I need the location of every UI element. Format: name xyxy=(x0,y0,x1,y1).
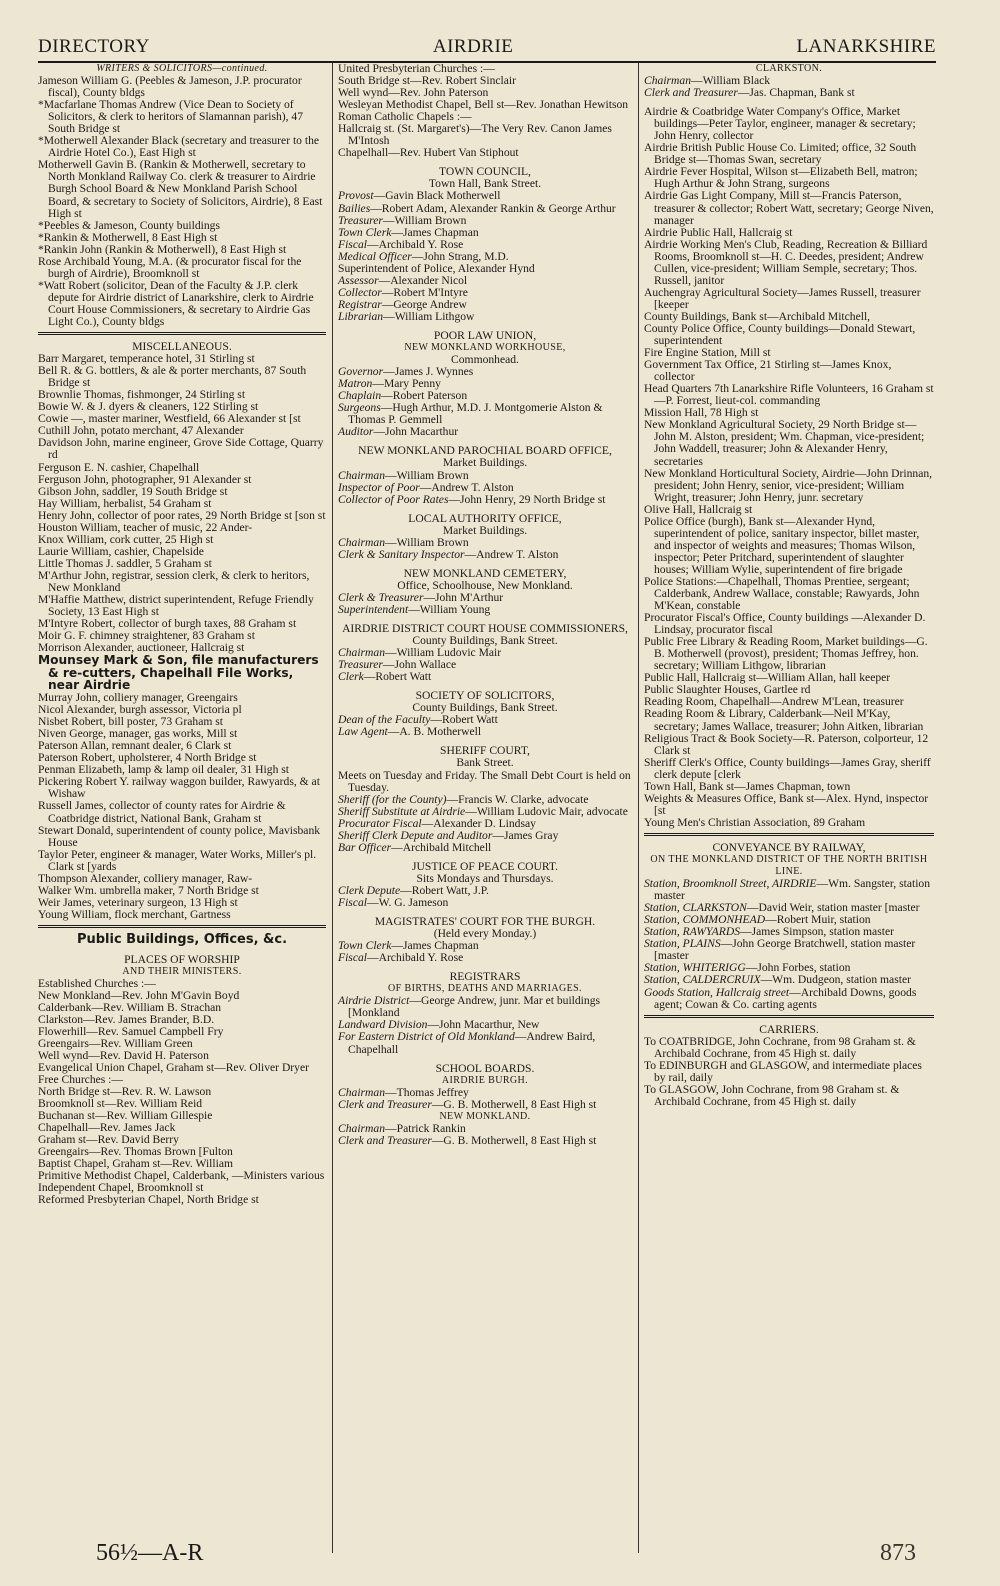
section-subtitle: Town Hall, Bank Street. xyxy=(428,177,542,191)
section-rule xyxy=(644,833,934,836)
directory-entry: Ferguson John, photographer, 91 Alexander st xyxy=(38,472,252,486)
section-subtitle: County Buildings, Bank Street. xyxy=(412,634,558,648)
directory-entry: M'Arthur John, registrar, session clerk, & clerk to heritors, New Monkland xyxy=(38,568,310,594)
directory-entry: Governor—James J. Wynnes xyxy=(338,365,474,379)
directory-entry: Russell James, collector of county rates for Airdrie & Coatbridge district, National Bank, Graham st xyxy=(38,799,286,825)
directory-entry: Gibson John, saddler, 19 South Bridge st xyxy=(38,484,228,498)
directory-entry: M'Intyre Robert, collector of burgh taxes, 88 Graham st xyxy=(38,617,297,631)
worship-list xyxy=(38,978,326,1207)
section-title: POOR LAW UNION, xyxy=(433,328,537,342)
directory-entry: Clerk and Treasurer—G. B. Motherwell, 8 East High st xyxy=(338,1097,597,1111)
section-title: Public Buildings, Offices, &c. xyxy=(76,931,288,947)
directory-entry: Mission Hall, 78 High st xyxy=(644,406,759,420)
directory-entry: Ferguson E. N. cashier, Chapelhall xyxy=(38,460,200,474)
directory-entry: Chairman—William Black xyxy=(644,74,771,88)
directory-entry: M'Haffie Matthew, district superintendent, Refuge Friendly Society, 13 East High st xyxy=(38,593,314,619)
directory-entry: Procurator Fiscal's Office, County buildings —Alexander D. Lindsay, procurator fiscal xyxy=(644,611,926,637)
directory-entry: Reading Room, Chapelhall—Andrew M'Lean, treasurer xyxy=(644,695,904,709)
sheriff-list xyxy=(338,770,632,854)
directory-entry: Clerk & Sanitary Inspector—Andrew T. Alston xyxy=(338,547,559,561)
directory-entry: Surgeons—Hugh Arthur, M.D. J. Montgomerie Alston & Thomas P. Gemmell xyxy=(338,401,603,427)
directory-entry: Matron—Mary Penny xyxy=(338,377,441,391)
directory-entry: South Bridge st—Rev. Robert Sinclair xyxy=(338,74,516,88)
section-title: TOWN COUNCIL, xyxy=(439,165,531,179)
directory-entry: Landward Division—John Macarthur, New xyxy=(338,1018,540,1032)
directory-entry: Police Office (burgh), Bank st—Alexander Hynd, superintendent of police, sanitary inspector, billet master, and inspector of weights and measures; Thomas Wilson, inspector; Peter Pritchard, superintendent of slaughter houses; William Wylie, superintendent of fire brigade xyxy=(644,514,920,576)
directory-entry: Primitive Methodist Chapel, Calderbank, —Ministers various xyxy=(38,1169,325,1183)
directory-entry: Brownlie Thomas, fishmonger, 24 Stirling st xyxy=(38,388,246,402)
directory-entry: North Bridge st—Rev. R. W. Lawson xyxy=(38,1085,212,1099)
directory-entry: Chapelhall—Rev. James Jack xyxy=(38,1121,176,1135)
directory-entry: Station, PLAINS—John George Bratchwell, station master [master xyxy=(644,937,916,963)
directory-entry: Station, WHITERIGG—John Forbes, station xyxy=(644,961,851,975)
directory-entry: Auditor—John Macarthur xyxy=(338,425,459,439)
directory-entry: Town Hall, Bank st—James Chapman, town xyxy=(644,779,851,793)
directory-entry: Nicol Alexander, burgh assessor, Victoria pl xyxy=(38,703,242,717)
directory-entry: United Presbyterian Churches :— xyxy=(338,62,495,75)
directory-entry: Little Thomas J. saddler, 5 Graham st xyxy=(38,556,212,570)
directory-entry: Chapelhall—Rev. Hubert Van Stiphout xyxy=(338,146,519,160)
directory-entry: Airdrie Gas Light Company, Mill st—Francis Paterson, treasurer & collector; Robert Watt, secretary; George Niven, manager xyxy=(644,189,934,227)
directory-entry: Jameson William G. (Peebles & Jameson, J.P. procurator fiscal), County bldgs xyxy=(38,74,302,100)
directory-entry: Reading Room & Library, Calderbank—Neil M'Kay, secretary; James Wallace, treasurer; John Aitken, librarian xyxy=(644,707,924,733)
directory-entry: Bowie W. & J. dyers & cleaners, 122 Stirling st xyxy=(38,400,259,414)
directory-entry: Treasurer—William Brown xyxy=(338,213,467,227)
section-title: CLARKSTON. xyxy=(755,63,823,74)
directory-entry: Motherwell Gavin B. (Rankin & Motherwell, secretary to North Monkland Railway Co. clerk & treasurer to Airdrie Burgh School Board & New Monkland Parish School Board, & secretary to Society of Solicitors, Airdrie), 8 East High st xyxy=(38,158,323,220)
directory-entry: Town Clerk—James Chapman xyxy=(338,225,479,239)
column-divider xyxy=(332,63,333,1553)
page-header xyxy=(38,36,936,58)
directory-entry: Weir James, veterinary surgeon, 13 High st xyxy=(38,895,238,909)
footer-signature: 56½—A-R xyxy=(96,1540,204,1566)
directory-entry: Laurie William, cashier, Chapelside xyxy=(38,544,204,558)
directory-entry: Treasurer—John Wallace xyxy=(338,658,457,672)
directory-entry: Clerk Depute—Robert Watt, J.P. xyxy=(338,883,489,897)
directory-entry: To GLASGOW, John Cochrane, from 98 Graham st. & Archibald Cochrane, from 45 High st. daily xyxy=(644,1082,900,1108)
directory-entry: *Rankin John (Rankin & Motherwell), 8 East High st xyxy=(38,242,287,256)
directory-entry: Airdrie Public Hall, Hallcraig st xyxy=(644,225,793,239)
directory-entry: Wesleyan Methodist Chapel, Bell st—Rev. Jonathan Hewitson xyxy=(338,98,629,112)
public-offices-list xyxy=(644,106,934,829)
directory-entry: Buchanan st—Rev. William Gillespie xyxy=(38,1109,213,1123)
directory-entry: To COATBRIDGE, John Cochrane, from 98 Graham st. & Archibald Cochrane, from 45 High st. daily xyxy=(644,1034,916,1060)
directory-entry: Fiscal—Archibald Y. Rose xyxy=(338,237,464,251)
section-subtitle: (Held every Monday.) xyxy=(433,927,537,941)
section-subtitle: Office, Schoolhouse, New Monkland. xyxy=(397,578,573,592)
directory-entry: Walker Wm. umbrella maker, 7 North Bridge st xyxy=(38,883,259,897)
section-title: CONVEYANCE BY RAILWAY, xyxy=(712,840,866,854)
section-subtitle: Sits Mondays and Thursdays. xyxy=(416,871,554,885)
directory-entry: Sheriff (for the County)—Francis W. Clarke, advocate xyxy=(338,792,589,806)
registrars-list xyxy=(338,995,632,1055)
directory-entry: Fiscal—Archibald Y. Rose xyxy=(338,951,464,965)
directory-entry: Chairman—William Ludovic Mair xyxy=(338,646,502,660)
directory-entry: Baptist Chapel, Graham st—Rev. William xyxy=(38,1157,233,1171)
column-divider xyxy=(638,63,639,1553)
directory-entry: Goods Station, Hallcraig street—Archibald Downs, goods agent; Cowan & Co. carting agents xyxy=(644,985,917,1011)
directory-entry: Young Men's Christian Association, 89 Graham xyxy=(644,815,866,829)
directory-entry: Town Clerk—James Chapman xyxy=(338,939,479,953)
directory-entry: Inspector of Poor—Andrew T. Alston xyxy=(338,480,514,494)
directory-entry: Police Stations:—Chapelhall, Thomas Prentiee, sergeant; Calderbank, Andrew Wallace, constable; Rawyards, John M'Kean, constable xyxy=(644,574,920,613)
directory-entry: *Macfarlane Thomas Andrew (Vice Dean to Society of Solicitors, & clerk to heritors of Slamannan parish), 47 South Bridge st xyxy=(38,98,304,136)
directory-entry: Clerk and Treasurer—Jas. Chapman, Bank st xyxy=(644,86,855,100)
section-subtitle: Commonhead. xyxy=(451,353,519,367)
directory-entry: Evangelical Union Chapel, Graham st—Rev. Oliver Dryer xyxy=(38,1060,309,1074)
society-list xyxy=(338,714,632,738)
directory-entry: Well wynd—Rev. John Paterson xyxy=(338,86,489,100)
section-title: WRITERS & SOLICITORS—continued. xyxy=(96,63,268,74)
directory-entry: County Police Office, County buildings—Donald Stewart, superintendent xyxy=(644,321,916,348)
magistrates-list xyxy=(338,940,632,964)
directory-entry: Public Free Library & Reading Room, Market buildings—G. B. Motherwell (provost), president; Thomas Jeffrey, hon. secretary; William Lithgow, librarian xyxy=(644,635,928,673)
section-title: NEW MONKLAND PAROCHIAL BOARD OFFICE, xyxy=(358,444,612,458)
directory-entry: Roman Catholic Chapels :— xyxy=(338,110,472,124)
directory-entry: Reformed Presbyterian Chapel, North Bridge st xyxy=(38,1193,259,1207)
directory-entry: Chairman—Patrick Rankin xyxy=(338,1121,466,1135)
directory-entry: To EDINBURGH and GLASGOW, and intermediate places by rail, daily xyxy=(644,1058,922,1084)
directory-entry: Free Churches :— xyxy=(38,1072,124,1086)
directory-entry: Procurator Fiscal—Alexander D. Lindsay xyxy=(338,816,536,830)
directory-entry: Fire Engine Station, Mill st xyxy=(644,346,771,360)
section-title: SHERIFF COURT, xyxy=(440,744,530,758)
directory-entry: Independent Chapel, Broomknoll st xyxy=(38,1181,204,1195)
directory-entry: Niven George, manager, gas works, Mill st xyxy=(38,727,238,741)
section-subtitle: Bank Street. xyxy=(456,756,514,770)
section-title: AIRDRIE DISTRICT COURT HOUSE COMMISSIONERS, xyxy=(342,622,628,636)
directory-entry: Greengairs—Rev. William Green xyxy=(38,1036,193,1050)
directory-entry: Medical Officer—John Strang, M.D. xyxy=(338,249,509,263)
clarkston-list xyxy=(644,75,934,99)
directory-entry: Calderbank—Rev. William B. Strachan xyxy=(38,1000,222,1014)
section-title: REGISTRARS xyxy=(449,970,521,984)
page-number: 873 xyxy=(880,1540,916,1566)
section-subtitle: Market Buildings. xyxy=(442,523,528,537)
directory-entry: Airdrie Fever Hospital, Wilson st—Elizabeth Bell, matron; Hugh Arthur & John Strang, surgeons xyxy=(644,165,918,191)
directory-entry: Hallcraig st. (St. Margaret's)—The Very Rev. Canon James M'Intosh xyxy=(338,122,612,148)
poor-list xyxy=(338,366,632,438)
section-subtitle: OF BIRTHS, DEATHS AND MARRIAGES. xyxy=(388,983,582,995)
section-title: MISCELLANEOUS. xyxy=(132,340,232,354)
directory-entry: Hay William, herbalist, 54 Graham st xyxy=(38,496,212,510)
directory-entry: Religious Tract & Book Society—R. Paterson, colporteur, 12 Clark st xyxy=(644,731,929,757)
directory-entry: Paterson Robert, upholsterer, 4 North Bridge st xyxy=(38,751,257,765)
carriers-list xyxy=(644,1036,934,1108)
section-subtitle: NEW MONKLAND WORKHOUSE, xyxy=(404,342,566,354)
directory-entry: Fiscal—W. G. Jameson xyxy=(338,896,449,909)
directory-entry: Stewart Donald, superintendent of county police, Mavisbank House xyxy=(38,823,321,849)
directory-entry: Public Hall, Hallcraig st—William Allan, hall keeper xyxy=(644,671,891,685)
directory-entry: Cuthill John, potato merchant, 47 Alexander xyxy=(38,424,244,438)
directory-entry: Greengairs—Rev. Thomas Brown [Fulton xyxy=(38,1145,233,1159)
section-subtitle: Market Buildings. xyxy=(442,456,528,470)
section-title: LOCAL AUTHORITY OFFICE, xyxy=(408,511,562,525)
school-list-monkland xyxy=(338,1123,632,1147)
directory-entry: Chairman—William Brown xyxy=(338,468,469,482)
section-rule xyxy=(644,1015,934,1018)
directory-entry: Airdrie Working Men's Club, Reading, Recreation & Billiard Rooms, Broomknoll st—H. C. Deedes, president; Andrew Cullen, vice-president; William Semple, secretary; Thos. Russell, janitor xyxy=(644,237,928,287)
directory-entry: Assessor—Alexander Nicol xyxy=(338,273,468,287)
section-title: NEW MONKLAND CEMETERY, xyxy=(403,566,567,580)
misc-list xyxy=(38,353,326,654)
directory-entry: Chaplain—Robert Paterson xyxy=(338,389,468,403)
directory-entry: Broomknoll st—Rev. William Reid xyxy=(38,1097,203,1111)
directory-entry: Station, COMMONHEAD—Robert Muir, station xyxy=(644,913,871,927)
directory-entry: Nisbet Robert, bill poster, 73 Graham st xyxy=(38,715,224,729)
directory-entry: Murray John, colliery manager, Greengairs xyxy=(38,691,238,705)
header-left: DIRECTORY xyxy=(38,36,150,57)
directory-entry: Chairman—William Brown xyxy=(338,535,469,549)
directory-entry: Olive Hall, Hallcraig st xyxy=(644,502,753,516)
directory-entry: Dean of the Faculty—Robert Watt xyxy=(338,713,498,727)
directory-entry: Public Slaughter Houses, Gartlee rd xyxy=(644,683,811,697)
directory-entry: Weights & Measures Office, Bank st—Alex. Hynd, inspector [st xyxy=(644,791,929,817)
directory-entry: Airdrie British Public House Co. Limited; office, 32 South Bridge st—Thomas Swan, secretary xyxy=(644,141,917,167)
directory-entry: Bell R. & G. bottlers, & ale & porter merchants, 87 South Bridge st xyxy=(38,364,307,390)
directory-entry: Penman Elizabeth, lamp & lamp oil dealer, 31 High st xyxy=(38,763,289,777)
directory-entry: *Peebles & Jameson, County buildings xyxy=(38,218,220,232)
directory-entry: Paterson Allan, remnant dealer, 6 Clark st xyxy=(38,739,232,753)
directory-entry: New Monkland Horticultural Society, Airdrie—John Drinnan, president; John Henry, senior, vice-president; William Wright, treasurer; John Henry, junr. secretary xyxy=(644,466,933,504)
directory-entry: Flowerhill—Rev. Samuel Campbell Fry xyxy=(38,1024,224,1038)
cemetery-list xyxy=(338,592,632,616)
directory-entry: Registrar—George Andrew xyxy=(338,297,467,311)
section-subtitle: AND THEIR MINISTERS. xyxy=(122,965,242,977)
directory-entry: Station, CALDERCRUIX—Wm. Dudgeon, station master xyxy=(644,973,911,987)
council-list xyxy=(338,190,632,323)
section-title: JUSTICE OF PEACE COURT. xyxy=(412,859,558,873)
directory-entry: Government Tax Office, 21 Stirling st—James Knox, collector xyxy=(644,358,892,384)
directory-entry: For Eastern District of Old Monkland—Andrew Baird, Chapelhall xyxy=(338,1030,596,1056)
directory-entry: Well wynd—Rev. David H. Paterson xyxy=(38,1048,209,1062)
directory-entry: Librarian—William Lithgow xyxy=(338,309,475,323)
directory-entry: Clerk—Robert Watt xyxy=(338,670,432,684)
railway-list xyxy=(644,878,934,1011)
directory-entry: Collector of Poor Rates—John Henry, 29 North Bridge st xyxy=(338,492,606,506)
column-1 xyxy=(38,63,326,1207)
advert-entry: Mounsey Mark & Son, file manufacturers & re-cutters, Chapelhall File Works, near Airdrie xyxy=(38,653,319,693)
section-rule xyxy=(38,332,326,335)
column-2 xyxy=(338,63,632,1147)
directory-entry: Davidson John, marine engineer, Grove Side Cottage, Quarry rd xyxy=(38,436,324,462)
section-title: CARRIERS. xyxy=(759,1022,819,1036)
directory-entry: Young William, flock merchant, Gartness xyxy=(38,907,231,921)
directory-entry: Morrison Alexander, auctioneer, Hallcraig st xyxy=(38,641,245,655)
directory-entry: Airdrie District—George Andrew, junr. Mar et buildings [Monkland xyxy=(338,994,601,1020)
directory-entry: Cowie —, master mariner, Westfield, 66 Alexander st [st xyxy=(38,412,301,426)
directory-entry: Superintendent—William Young xyxy=(338,602,491,616)
directory-entry: Clarkston—Rev. James Brander, B.D. xyxy=(38,1012,215,1026)
directory-entry: Sheriff Substitute at Airdrie—William Ludovic Mair, advocate xyxy=(338,804,628,818)
court-list xyxy=(338,647,632,683)
directory-entry: Graham st—Rev. David Berry xyxy=(38,1133,179,1147)
directory-entry: Head Quarters 7th Lanarkshire Rifle Volunteers, 16 Graham st—P. Forrest, lieut-col. commanding xyxy=(644,382,934,408)
directory-entry: *Watt Robert (solicitor, Dean of the Faculty & J.P. clerk depute for Airdrie district of Lanarkshire, clerk to Airdrie Court House Commissioners, & secretary to Airdrie Gas Light Co.), County bldgs xyxy=(38,278,314,328)
directory-entry: Meets on Tuesday and Friday. The Small Debt Court is held on Tuesday. xyxy=(338,768,631,794)
section-title: SOCIETY OF SOLICITORS, xyxy=(415,689,555,703)
directory-entry: Moir G. F. chimney straightener, 83 Graham st xyxy=(38,629,255,643)
directory-entry: New Monkland—Rev. John M'Gavin Boyd xyxy=(38,988,240,1002)
directory-entry: Sheriff Clerk's Office, County buildings—James Gray, sheriff clerk depute [clerk xyxy=(644,755,931,781)
directory-entry: Houston William, teacher of music, 22 Ander- xyxy=(38,520,253,534)
directory-entry: Pickering Robert Y. railway waggon builder, Rawyards, & at Wishaw xyxy=(38,775,320,801)
directory-entry: Rose Archibald Young, M.A. (& procurator fiscal for the burgh of Airdrie), Broomknoll st xyxy=(38,254,302,280)
directory-entry: Auchengray Agricultural Society—James Russell, treasurer [keeper xyxy=(644,285,921,311)
directory-entry: Clerk and Treasurer—G. B. Motherwell, 8 East High st xyxy=(338,1133,597,1147)
directory-entry: Bailies—Robert Adam, Alexander Rankin & George Arthur xyxy=(338,201,616,215)
directory-entry: Bar Officer—Archibald Mitchell xyxy=(338,840,492,854)
directory-entry: Station, RAWYARDS—James Simpson, station master xyxy=(644,925,894,939)
directory-entry: Established Churches :— xyxy=(38,976,156,990)
directory-entry: Superintendent of Police, Alexander Hynd xyxy=(338,261,535,275)
section-title: SCHOOL BOARDS. xyxy=(435,1061,535,1075)
header-right: LANARKSHIRE xyxy=(796,36,936,57)
justice-list xyxy=(338,885,632,909)
directory-entry: Airdrie & Coatbridge Water Company's Office, Market buildings—Peter Taylor, engineer, manager & secretary; John Henry, collector xyxy=(644,105,916,143)
section-subtitle: AIRDRIE BURGH. xyxy=(441,1074,529,1086)
directory-entry: Barr Margaret, temperance hotel, 31 Stirling st xyxy=(38,352,255,366)
directory-entry: New Monkland Agricultural Society, 29 North Bridge st—John M. Alston, president; Wm. Chapman, vice-president; John Waddell, treasurer; John & Alexander Henry, secretaries xyxy=(644,418,925,468)
directory-entry: Provost—Gavin Black Motherwell xyxy=(338,189,501,203)
section-title: PLACES OF WORSHIP xyxy=(124,952,240,966)
directory-entry: Chairman—Thomas Jeffrey xyxy=(338,1085,469,1099)
column-3 xyxy=(644,63,934,1108)
section-rule xyxy=(38,925,326,928)
directory-entry: Knox William, cork cutter, 25 High st xyxy=(38,532,214,546)
writers-list xyxy=(38,75,326,328)
directory-entry: Clerk & Treasurer—John M'Arthur xyxy=(338,590,504,604)
churches-list xyxy=(338,63,632,159)
section-subtitle: NEW MONKLAND. xyxy=(439,1110,531,1122)
directory-entry: Station, CLARKSTON—David Weir, station master [master xyxy=(644,901,920,915)
directory-entry: Thompson Alexander, colliery manager, Raw- xyxy=(38,871,253,885)
directory-entry: *Rankin & Motherwell, 8 East High st xyxy=(38,230,218,244)
directory-entry: Station, Broomknoll Street, AIRDRIE—Wm. Sangster, station master xyxy=(644,877,931,903)
section-subtitle: County Buildings, Bank Street. xyxy=(412,701,558,715)
directory-entry: County Buildings, Bank st—Archibald Mitchell, xyxy=(644,309,871,323)
local-list xyxy=(338,537,632,561)
school-list-burgh xyxy=(338,1087,632,1111)
header-center: AIRDRIE xyxy=(432,36,514,57)
section-title: MAGISTRATES' COURT FOR THE BURGH. xyxy=(374,915,596,929)
directory-entry: Law Agent—A. B. Motherwell xyxy=(338,725,482,739)
directory-entry: *Motherwell Alexander Black (secretary and treasurer to the Airdrie Hotel Co.), East High st xyxy=(38,134,320,160)
directory-entry: Taylor Peter, engineer & manager, Water Works, Miller's pl. Clark st [yards xyxy=(38,847,317,873)
parochial-list xyxy=(338,470,632,506)
section-subtitle: ON THE MONKLAND DISTRICT OF THE NORTH BRITISH LINE. xyxy=(650,854,928,878)
directory-entry: Henry John, collector of poor rates, 29 North Bridge st [son st xyxy=(38,508,326,522)
directory-entry: Collector—Robert M'Intyre xyxy=(338,285,468,299)
misc-list-2 xyxy=(38,692,326,921)
directory-entry: Sheriff Clerk Depute and Auditor—James Gray xyxy=(338,828,559,842)
